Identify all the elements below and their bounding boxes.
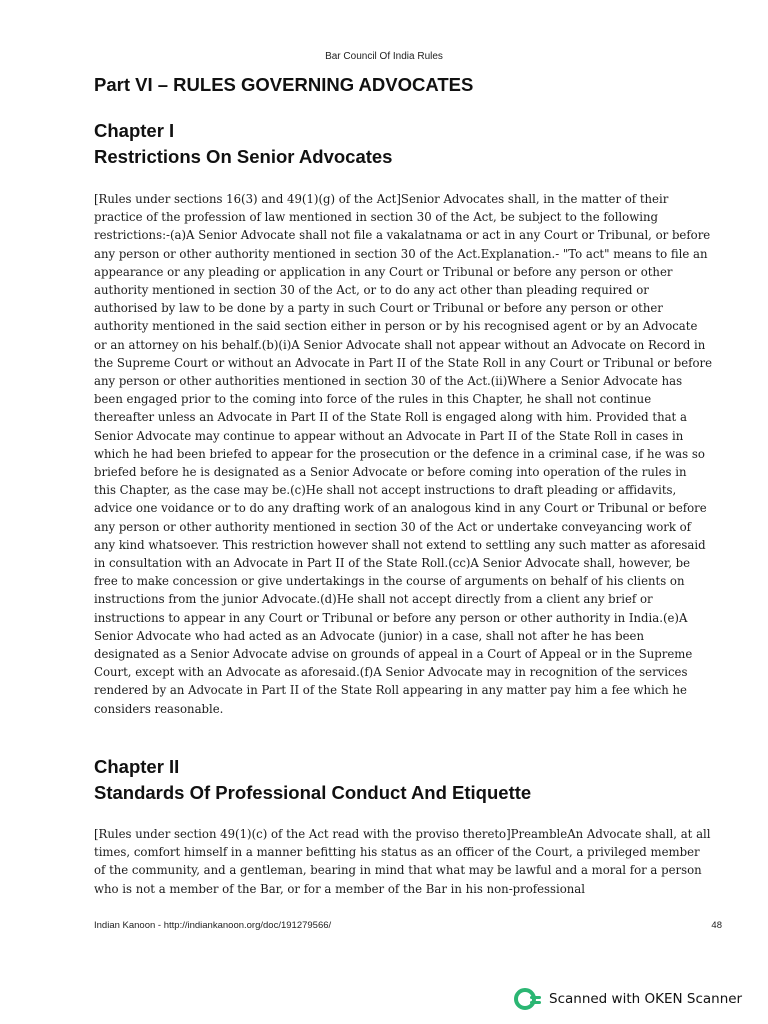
chapter-2-body: [Rules under section 49(1)(c) of the Act read with the proviso thereto]PreambleAn Advocate shall, at all times, comfort himself in a manner befitting his status as an officer of the Court, a privileged member of the community, and a gentleman, bearing in mind that what may be lawful and a moral for a person who is not a member of the Bar, or for a member of the Bar in his non-professional <box>94 827 711 896</box>
footer-source: Indian Kanoon - http://indiankanoon.org/doc/191279566/ <box>94 920 332 931</box>
chapter-2-title: Standards Of Professional Conduct And Etiquette <box>94 782 532 803</box>
chapter-2-number: Chapter II <box>94 756 180 777</box>
scanner-watermark-text: Scanned with OKEN Scanner <box>549 991 743 1007</box>
chapter-1-heading <box>94 118 392 170</box>
chapter-2-heading <box>94 754 531 806</box>
oken-scanner-logo-icon <box>514 987 542 1011</box>
part-title: Part VI – RULES GOVERNING ADVOCATES <box>94 74 474 95</box>
footer-page-number: 48 <box>711 920 722 931</box>
chapter-1-number: Chapter I <box>94 120 175 141</box>
chapter-1-body: [Rules under sections 16(3) and 49(1)(g) of the Act]Senior Advocates shall, in the matter of their practice of the profession of law mentioned in section 30 of the Act, be subject to the following restrictions:-(a)A Senior Advocate shall not file a vakalatnama or act in any Court or Tribunal, or before any person or other authority mentioned in section 30 of the Act.Explanation.- "To act" means to file an appearance or any pleading or application in any Court or Tribunal or before any person or other authority mentioned in section 30 of the Act, or to do any act other than pleading required or authorised by law to be done by a party in such Court or Tribunal or before any person or other authority mentioned in the said section either in person or by his recognised agent or by an Advocate or an attorney on his behalf.(b)(i)A Senior Advocate shall not appear without an Advocate on Record in the Supreme Court or without an Advocate in Part II of the State Roll in any Court or Tribunal or before any person or other authorities mentioned in section 30 of the Act.(ii)Where a Senior Advocate has been engaged prior to the coming into force of the rules in this Chapter, he shall not continue thereafter unless an Advocate in Part II of the State Roll is engaged along with him. Provided that a Senior Advocate may continue to appear without an Advocate in Part II of the State Roll in cases in which he had been briefed to appear for the prosecution or the defence in a criminal case, if he was so briefed before he is designated as a Senior Advocate or before coming into operation of the rules in this Chapter, as the case may be.(c)He shall not accept instructions to draft pleading or affidavits, advice one voidance or to do any drafting work of an analogous kind in any Court or Tribunal or before any person or other authority mentioned in section 30 of the Act or undertake conveyancing work of any kind whatsoever. This restriction however shall not extend to settling any such matter as aforesaid in consultation with an Advocate in Part II of the State Roll.(cc)A Senior Advocate shall, however, be free to make concession or give undertakings in the course of arguments on behalf of his clients on instructions from the junior Advocate.(d)He shall not accept directly from a client any brief or instructions to appear in any Court or Tribunal or before any person or other authority in India.(e)A Senior Advocate who had acted as an Advocate (junior) in a case, shall not after he has been designated as a Senior Advocate advise on grounds of appeal in a Court of Appeal or in the Supreme Court, except with an Advocate as aforesaid.(f)A Senior Advocate may in recognition of the services rendered by an Advocate in Part II of the State Roll appearing in any matter pay him a fee which he considers reasonable. <box>94 192 712 716</box>
chapter-1-title: Restrictions On Senior Advocates <box>94 146 393 167</box>
scanner-watermark <box>514 987 742 1011</box>
running-header: Bar Council Of India Rules <box>325 51 443 62</box>
